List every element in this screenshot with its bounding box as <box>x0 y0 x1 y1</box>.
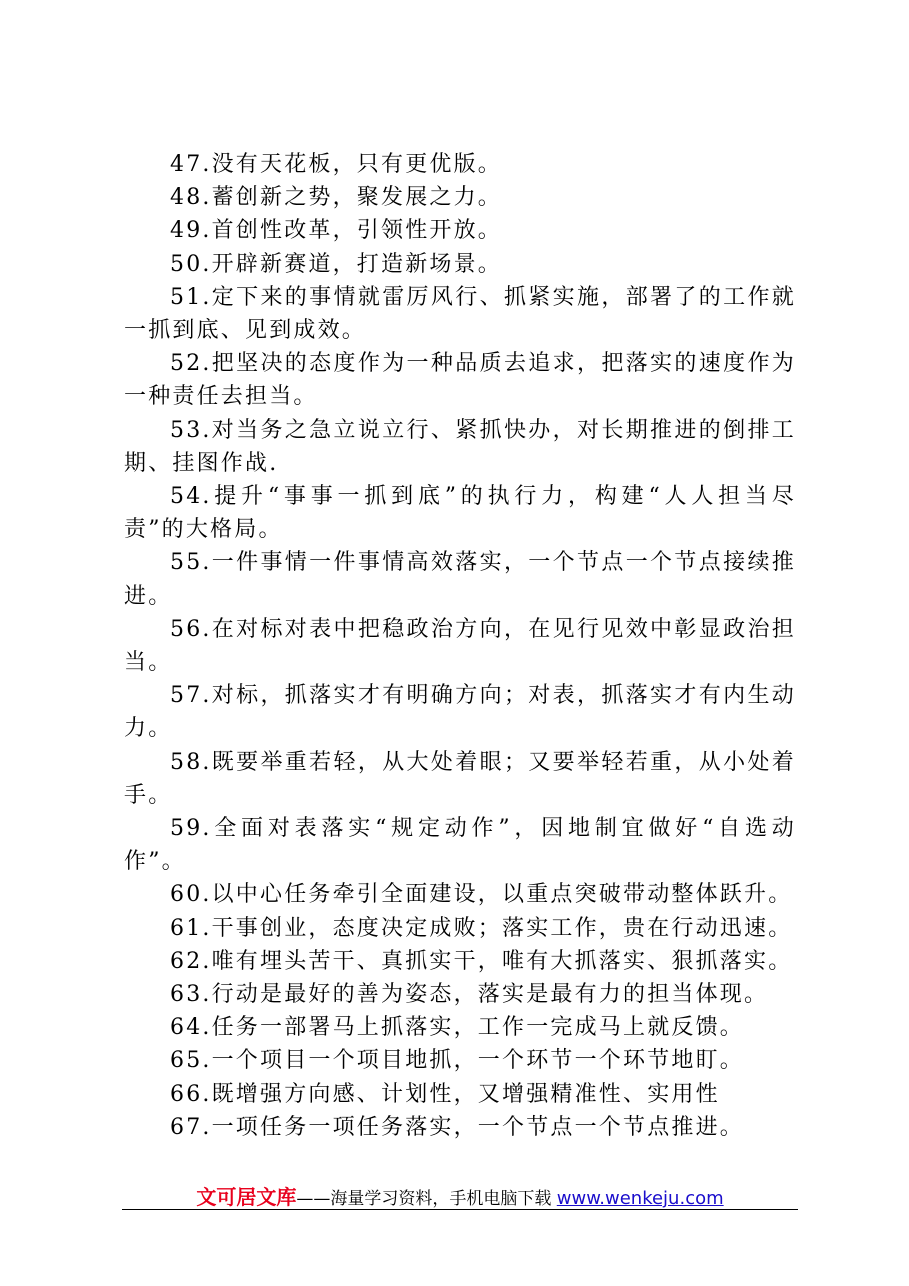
footer-tagline: ——海量学习资料，手机电脑下载 <box>296 1189 552 1209</box>
paragraph-53: 53.对当务之急立说立行、紧抓快办，对长期推进的倒排工期、挂图作战. <box>124 417 796 476</box>
paragraph-65: 65.一个项目一个项目地抓，一个环节一个环节地盯。 <box>170 1048 744 1074</box>
paragraph-56: 56.在对标对表中把稳政治方向，在见行见效中彰显政治担当。 <box>124 616 796 676</box>
page-footer <box>124 1181 796 1210</box>
paragraph-60: 60.以中心任务牵引全面建设，以重点突破带动整体跃升。 <box>170 882 793 908</box>
paragraph-64: 64.任务一部署马上抓落实，工作一完成马上就反馈。 <box>170 1015 744 1041</box>
paragraph-62: 62.唯有埋头苦干、真抓实干，唯有大抓落实、狠抓落实。 <box>170 948 793 974</box>
paragraph-49: 49.首创性改革，引领性开放。 <box>170 218 502 244</box>
document-body <box>124 148 796 1144</box>
paragraph-52: 52.把坚决的态度作为一种品质去追求，把落实的速度作为一种责任去担当。 <box>124 351 796 410</box>
paragraph-58: 58.既要举重若轻，从大处着眼；又要举轻若重，从小处着手。 <box>124 749 796 808</box>
paragraph-57: 57.对标，抓落实才有明确方向；对表，抓落实才有内生动力。 <box>124 683 796 742</box>
paragraph-67: 67.一项任务一项任务落实，一个节点一个节点推进。 <box>170 1114 744 1140</box>
footer-brand: 文可居文库 <box>196 1185 297 1209</box>
footer-link[interactable]: www.wenkeju.com <box>556 1188 724 1209</box>
paragraph-63: 63.行动是最好的善为姿态，落实是最有力的担当体现。 <box>170 982 769 1008</box>
paragraph-59: 59.全面对表落实“规定动作”，因地制宜做好“自选动作”。 <box>124 816 796 875</box>
paragraph-51: 51.定下来的事情就雷厉风行、抓紧实施，部署了的工作就一抓到底、见到成效。 <box>124 284 796 344</box>
paragraph-54: 54.提升“事事一抓到底”的执行力，构建“人人担当尽责”的大格局。 <box>124 484 796 543</box>
paragraph-47: 47.没有天花板，只有更优版。 <box>170 152 502 177</box>
paragraph-48: 48.蓄创新之势，聚发展之力。 <box>170 185 502 211</box>
footer-divider <box>122 1209 798 1210</box>
paragraph-55: 55.一件事情一件事情高效落实，一个节点一个节点接续推进。 <box>124 550 796 609</box>
paragraph-61: 61.干事创业，态度决定成败；落实工作，贵在行动迅速。 <box>170 915 793 941</box>
paragraph-50: 50.开辟新赛道，打造新场景。 <box>170 251 502 277</box>
paragraph-66: 66.既增强方向感、计划性，又增强精准性、实用性 <box>170 1081 720 1107</box>
